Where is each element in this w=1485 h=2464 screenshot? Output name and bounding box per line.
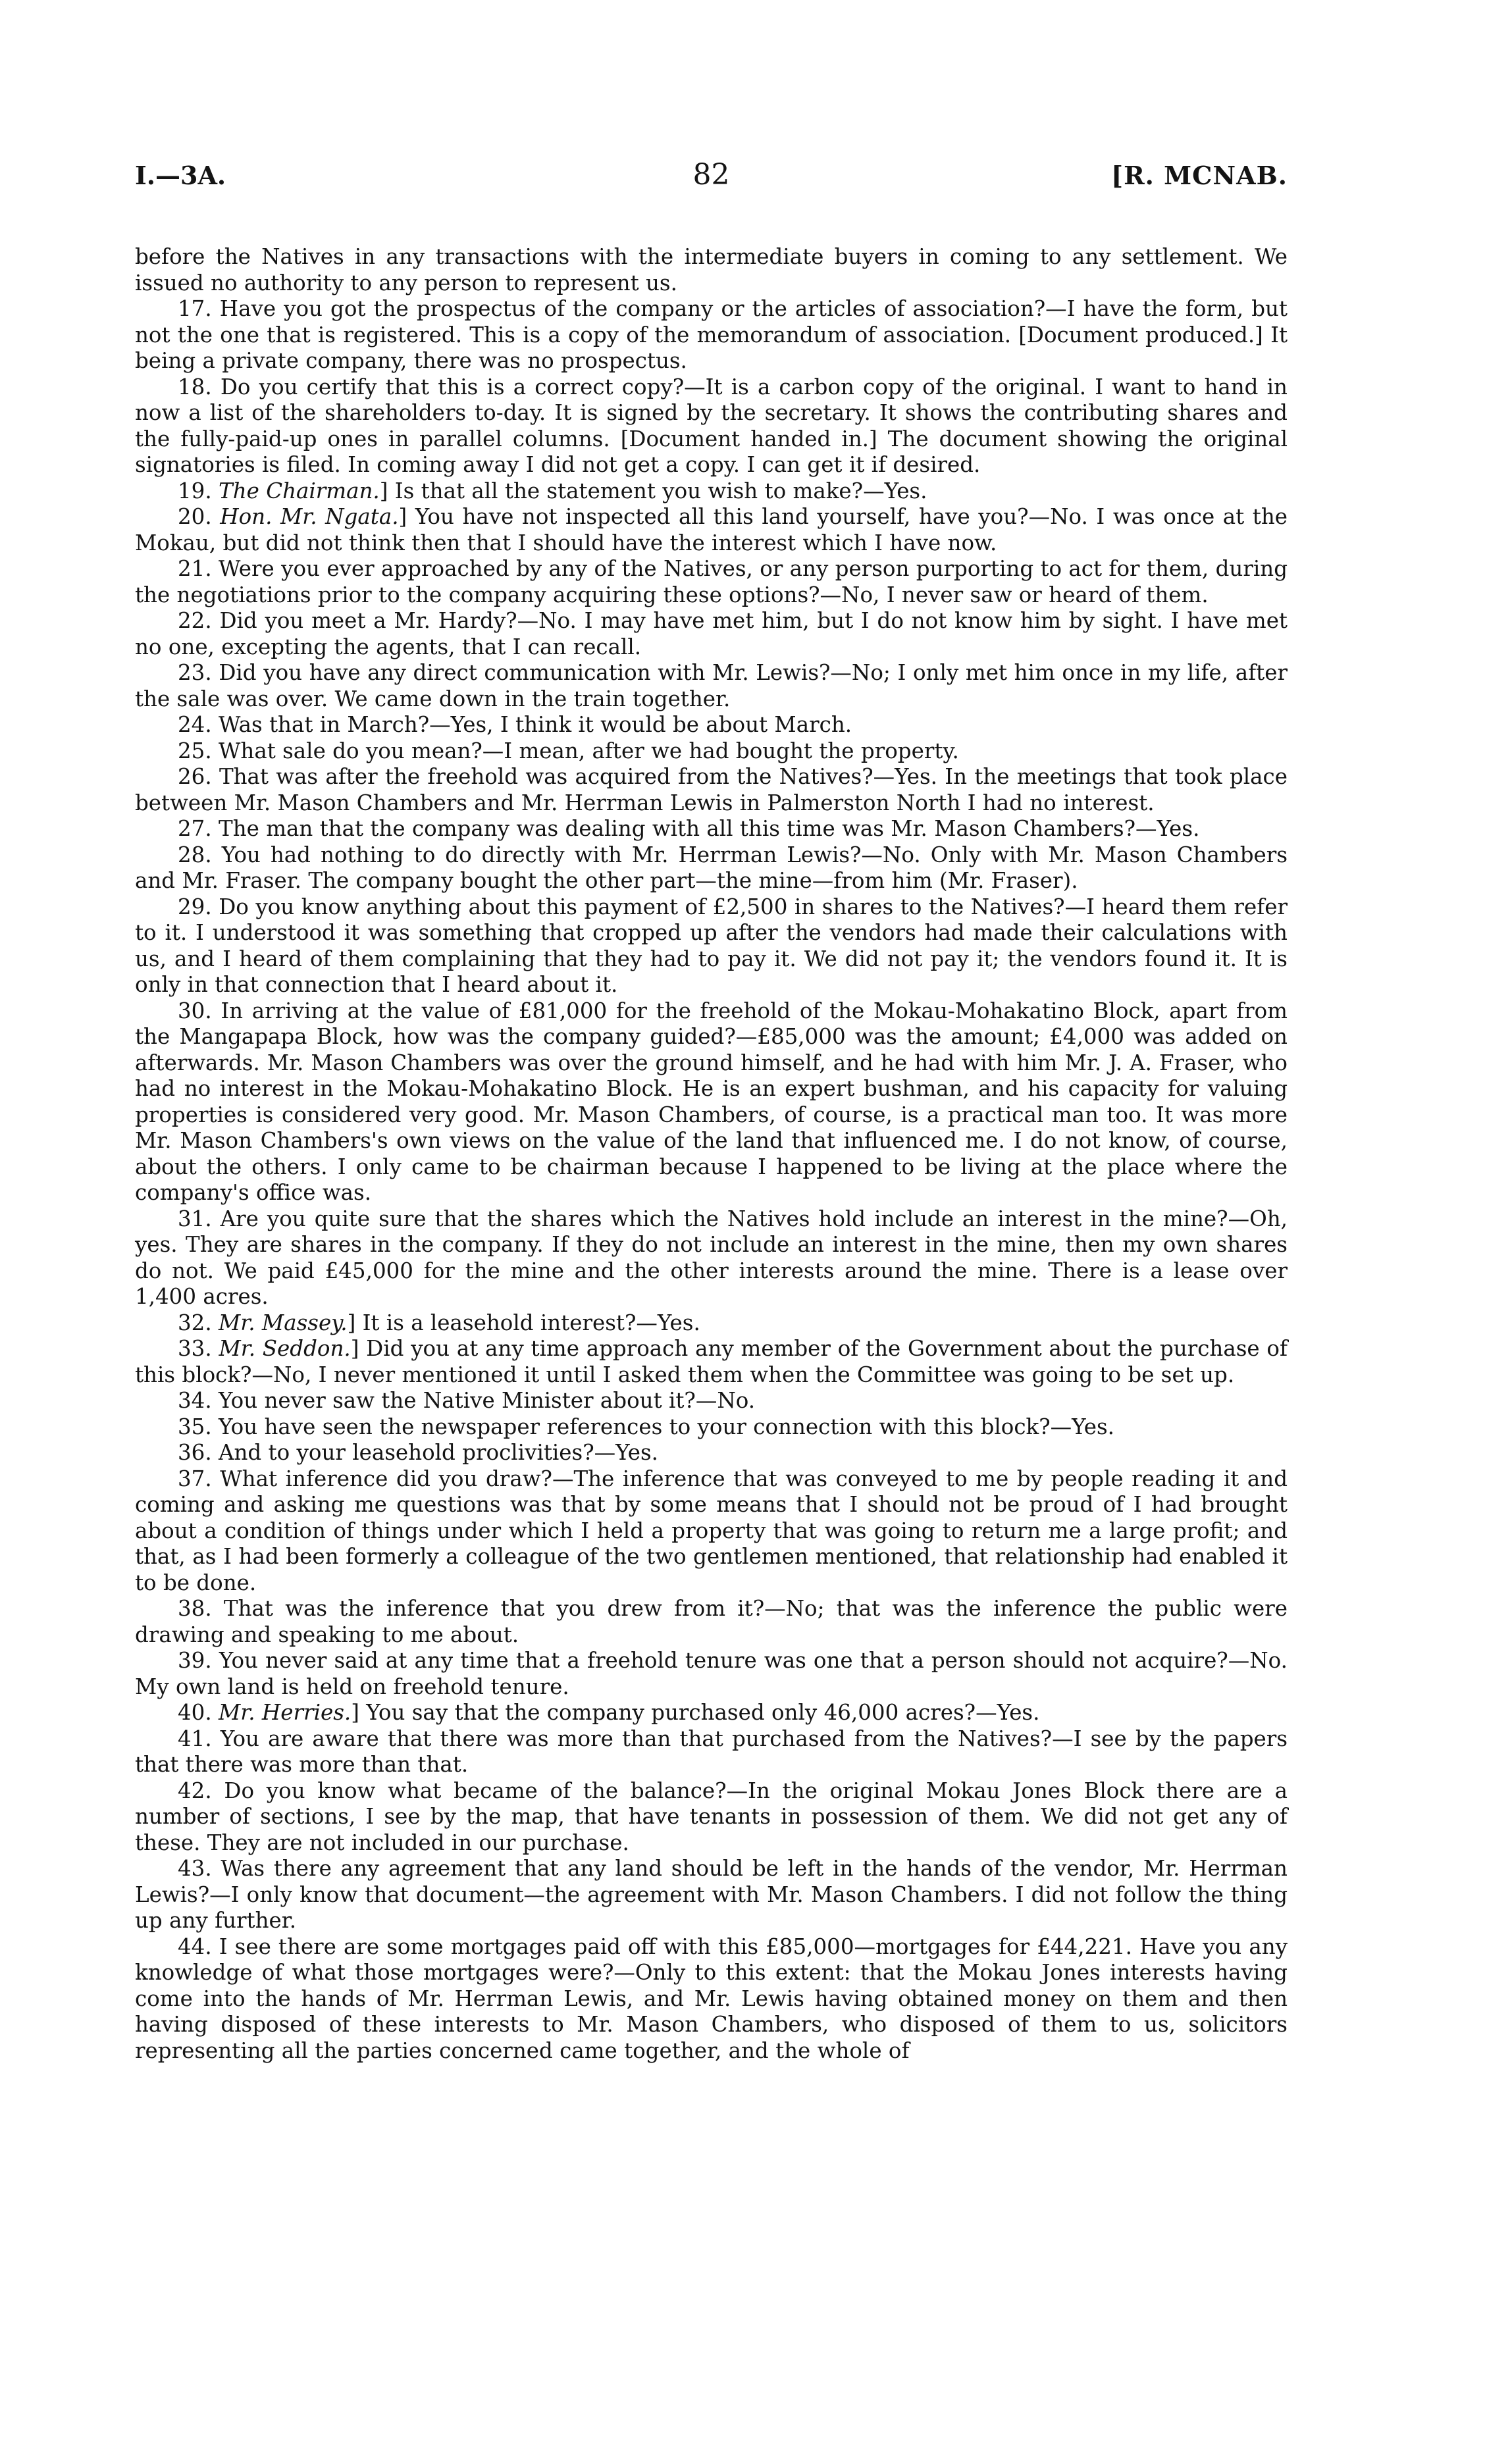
paragraph: 41. You are aware that there was more than that purchased from the Natives?—I see by the papers that there was more than that. xyxy=(135,1726,1288,1777)
paragraph: 22. Did you meet a Mr. Hardy?—No. I may have met him, but I do not know him by sight. I have met no one, excepting the agents, that I can recall. xyxy=(135,608,1288,659)
paragraph: 32. Mr. Massey.] It is a leasehold interest?—Yes. xyxy=(178,1310,700,1335)
paragraph: 33. Mr. Seddon.] Did you at any time approach any member of the Government about the purchase of this block?—No, I never mentioned it until I asked them when the Committee was going to be set up. xyxy=(135,1336,1288,1387)
speaker: Hon. Mr. Ngata. xyxy=(220,504,399,529)
witness-name: [R. MCNAB. xyxy=(1111,161,1288,190)
paragraph: 26. That was after the freehold was acquired from the Natives?—Yes. In the meetings that took place between Mr. Mason Chambers and Mr. Herrman Lewis in Palmerston North I had no interest. xyxy=(135,764,1288,815)
paragraph: 37. What inference did you draw?—The inference that was conveyed to me by people reading it and coming and asking me questions was that by some means that I should not be proud of I had brought about a condition of things under which I held a property that was going to return me a large profit; and that, as I had been formerly a colleague of the two gentlemen mentioned, that relationship had enabled it to be done. xyxy=(135,1466,1288,1595)
document-body xyxy=(135,244,1288,2064)
paragraph: 34. You never saw the Native Minister about it?—No. xyxy=(178,1388,756,1413)
paragraph: 28. You had nothing to do directly with Mr. Herrman Lewis?—No. Only with Mr. Mason Chambers and Mr. Fraser. The company bought the other part—the mine—from him (Mr. Fraser). xyxy=(135,842,1288,893)
paragraph: 38. That was the inference that you drew from it?—No; that was the inference the public were drawing and speaking to me about. xyxy=(135,1596,1288,1647)
paragraph: 20. Hon. Mr. Ngata.] You have not inspected all this land yourself, have you?—No. I was once at the Mokau, but did not think then that I should have the interest which I have now. xyxy=(135,504,1288,555)
paragraph: 43. Was there any agreement that any land should be left in the hands of the vendor, Mr. Herrman Lewis?—I only know that document—the agreement with Mr. Mason Chambers. I did not follow the thing up any further. xyxy=(135,1856,1288,1933)
paragraph: 27. The man that the company was dealing with all this time was Mr. Mason Chambers?—Yes. xyxy=(178,816,1200,841)
paper-reference: I.—3A. xyxy=(135,161,226,190)
paragraph: 44. I see there are some mortgages paid off with this £85,000—mortgages for £44,221. Have you any knowledge of what those mortgages were?—Only to this extent: that the Mokau Jones interests having come into the hands of Mr. Herrman Lewis, and Mr. Lewis having obtained money on them and then having disposed of these interests to Mr. Mason Chambers, who disposed of them to us, solicitors representing all the parties concerned came together, and the whole of xyxy=(135,1934,1288,2063)
speaker: Mr. Seddon. xyxy=(219,1336,351,1361)
paragraph: 39. You never said at any time that a freehold tenure was one that a person should not acquire?—No. My own land is held on freehold tenure. xyxy=(135,1648,1288,1699)
paragraph: 17. Have you got the prospectus of the company or the articles of association?—I have the form, but not the one that is registered. This is a copy of the memorandum of association. [Document produced.] It being a private company, there was no prospectus. xyxy=(135,296,1288,373)
speaker: The Chairman. xyxy=(219,478,380,503)
paragraph: 36. And to your leasehold proclivities?—Yes. xyxy=(178,1440,658,1465)
paragraph: 35. You have seen the newspaper references to your connection with this block?—Yes. xyxy=(178,1414,1115,1439)
paragraph: 30. In arriving at the value of £81,000 for the freehold of the Mokau-Mohakatino Block, apart from the Mangapapa Block, how was the company guided?—£85,000 was the amount; £4,000 was added on afterwards. Mr. Mason Chambers was over the ground himself, and he had with him Mr. J. A. Fraser, who had no interest in the Mokau-Mohakatino Block. He is an expert bushman, and his capacity for valuing properties is considered very good. Mr. Mason Chambers, of course, is a practical man too. It was more Mr. Mason Chambers's own views on the value of the land that influenced me. I do not know, of course, about the others. I only came to be chairman because I happened to be living at the place where the company's office was. xyxy=(135,998,1288,1205)
paragraph: 24. Was that in March?—Yes, I think it would be about March. xyxy=(178,712,852,737)
paragraph: 29. Do you know anything about this payment of £2,500 in shares to the Natives?—I heard them refer to it. I understood it was something that cropped up after the vendors had made their calculations with us, and I heard of them complaining that they had to pay it. We did not pay it; the vendors found it. It is only in that connection that I heard about it. xyxy=(135,894,1288,997)
paragraph: 42. Do you know what became of the balance?—In the original Mokau Jones Block there are a number of sections, I see by the map, that have tenants in possession of them. We did not get any of these. They are not included in our purchase. xyxy=(135,1778,1288,1855)
speaker: Mr. Herries. xyxy=(219,1700,352,1725)
paragraph: 23. Did you have any direct communication with Mr. Lewis?—No; I only met him once in my life, after the sale was over. We came down in the train together. xyxy=(135,660,1288,711)
paragraph: 21. Were you ever approached by any of the Natives, or any person purporting to act for them, during the negotiations prior to the company acquiring these options?—No, I never saw or heard of them. xyxy=(135,556,1288,607)
paragraph: 25. What sale do you mean?—I mean, after we had bought the property. xyxy=(178,738,959,763)
page-header xyxy=(135,158,1288,192)
paragraph: 18. Do you certify that this is a correct copy?—It is a carbon copy of the original. I want to hand in now a list of the shareholders to-day. It is signed by the secretary. It shows the contributing shares and the fully-paid-up ones in parallel columns. [Document handed in.] The document showing the original signatories is filed. In coming away I did not get a copy. I can get it if desired. xyxy=(135,374,1288,477)
paragraph: before the Natives in any transactions with the intermediate buyers in coming to any settlement. We issued no authority to any person to represent us. xyxy=(135,244,1288,295)
paragraph: 19. The Chairman.] Is that all the statement you wish to make?—Yes. xyxy=(178,478,927,503)
page-number: 82 xyxy=(692,158,730,192)
speaker: Mr. Massey. xyxy=(219,1310,348,1335)
paragraph: 31. Are you quite sure that the shares which the Natives hold include an interest in the mine?—Oh, yes. They are shares in the company. If they do not include an interest in the mine, then my own shares do not. We paid £45,000 for the mine and the other interests around the mine. There is a lease over 1,400 acres. xyxy=(135,1206,1288,1309)
paragraph: 40. Mr. Herries.] You say that the company purchased only 46,000 acres?—Yes. xyxy=(178,1700,1040,1725)
